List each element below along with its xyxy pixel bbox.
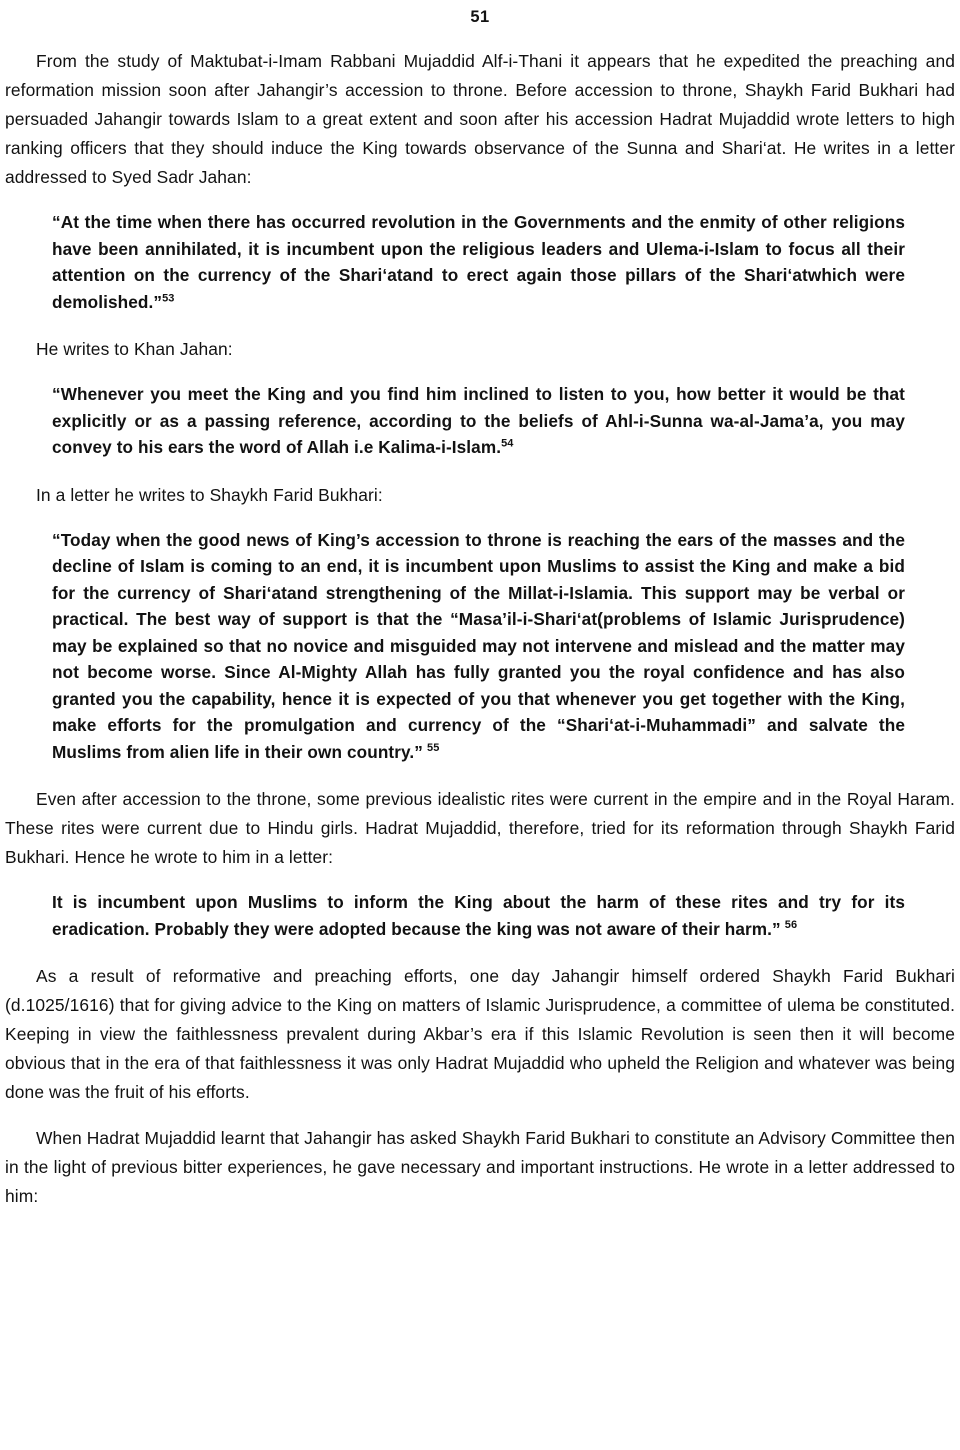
paragraph-farid-bukhari-lead: In a letter he writes to Shaykh Farid Bukhari: — [36, 484, 383, 505]
paragraph-intro: From the study of Maktubat-i-Imam Rabbani Mujaddid Alf-i-Thani it appears that he expedited the preaching and reformation mission soon after Jahangir’s accession to throne. Before accession to throne, Shaykh Farid Bukhari had persuaded Jahangir towards Islam to a great extent and soon after his accession Hadrat Mujaddid wrote letters to high ranking officers that they should induce the King towards observance of the Sunna and Shari‘at. He writes in a letter addressed to Syed Sadr Jahan: — [5, 51, 955, 187]
quote-4-text: It is incumbent upon Muslims to inform the King about the harm of these rites and try for its eradication. Probably they were adopted because the king was not aware of their harm.” — [52, 892, 905, 939]
quote-harm-of-rites — [52, 889, 905, 942]
quote-3-text: “Today when the good news of King’s accession to throne is reaching the ears of the masses and the decline of Islam is coming to an end, it is incumbent upon Muslims to assist the King and make a bid for the currency of Shari‘atand strengthening of the Millat-i-Islamia. This support may be verbal or practical. The best way of support is that the “Masa’il-i-Shari‘at(problems of Islamic Jurisprudence) may be explained so that no novice and misguided may not intervene and mislead and the matter may not become worse. Since Al-Mighty Allah has fully granted you the royal confidence and has also granted you the capability, hence it is expected of you that whenever you get together with the King, make efforts for the promulgation and currency of the “Shari‘at-i-Muhammadi” and salvate the Muslims from alien life in their own country.” — [52, 529, 905, 762]
quote-khan-jahan — [52, 381, 905, 461]
footnote-ref-55: 55 — [427, 741, 440, 754]
paragraph-advisory-committee: When Hadrat Mujaddid learnt that Jahangir has asked Shaykh Farid Bukhari to constitute an Advisory Committee then in the light of previous bitter experiences, he gave necessary and important instructions. He wrote in a letter addressed to him: — [5, 1128, 955, 1206]
paragraph-reformative-efforts: As a result of reformative and preaching efforts, one day Jahangir himself ordered Shaykh Farid Bukhari (d.1025/1616) that for giving advice to the King on matters of Islamic Jurisprudence, a committee of ulema be constituted. Keeping in view the faithlessness prevalent during Akbar’s era if this Islamic Revolution is seen then it will become obvious that in the era of that faithlessness it was only Hadrat Mujaddid who upheld the Religion and whatever was being done was the fruit of his efforts. — [5, 966, 955, 1102]
footnote-ref-56: 56 — [784, 918, 798, 931]
quote-1-text: “At the time when there has occurred revolution in the Governments and the enmity of other religions have been annihilated, it is incumbent upon the religious leaders and Ulema-i-Islam to focus all their attention on the currency of the Shari‘atand to erect again those pillars of the Shari‘atwhich were demolished.” — [52, 212, 905, 312]
paragraph-khan-jahan-lead: He writes to Khan Jahan: — [36, 339, 233, 359]
footnote-ref-54: 54 — [501, 437, 514, 450]
quote-2-text: “Whenever you meet the King and you find him inclined to listen to you, how better it would be that explicitly or as a passing reference, according to the beliefs of Ahl-i-Sunna wa-al-Jama’a, you may convey to his ears the word of Allah i.e Kalima-i-Islam. — [52, 384, 905, 457]
footnote-ref-53: 53 — [162, 291, 175, 304]
paragraph-royal-haram: Even after accession to the throne, some previous idealistic rites were current in the empire and in the Royal Haram. These rites were current due to Hindu girls. Hadrat Mujaddid, therefore, tried for its reformation through Shaykh Farid Bukhari. Hence he wrote to him in a letter: — [5, 789, 955, 867]
quote-syed-sadr-jahan — [52, 209, 905, 315]
quote-farid-bukhari — [52, 527, 905, 766]
page-number: 51 — [470, 8, 490, 26]
